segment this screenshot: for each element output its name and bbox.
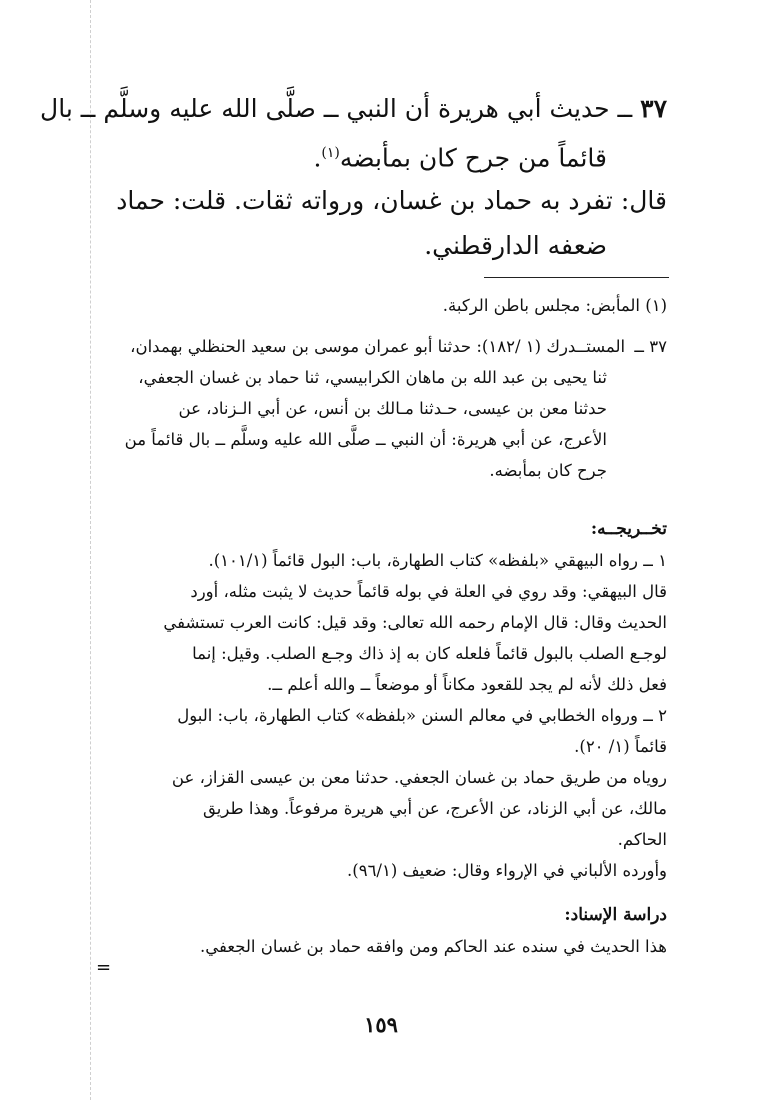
takhrij-line-10: الحاكم. xyxy=(617,830,667,849)
takhrij-line-6: ٢ ــ ورواه الخطابي في معالم السنن «بلفظه» كتاب الطهارة، باب: البول xyxy=(177,706,667,725)
takhrij-line-9: مالك، عن أبي الزناد، عن الأعرج، عن أبي هريرة مرفوعاً. وهذا طريق xyxy=(203,799,667,818)
hadith-line-2-end: . xyxy=(313,143,322,173)
source-label: ٣٧ ــ xyxy=(634,337,667,356)
source-line-1-text: المستــدرك (١ /١٨٢): حدثنا أبو عمران موسى بن سعيد الحنظلي بهمدان، xyxy=(130,337,626,356)
takhrij-line-11: وأورده الألباني في الإرواء وقال: ضعيف (٩٦/١). xyxy=(347,861,667,880)
source-line-3: حدثنا معن بن عيسى، حـدثنا مـالك بن أنس، عن أبي الـزناد، عن xyxy=(178,399,607,418)
takhrij-heading: تخــريجــه: xyxy=(590,519,667,539)
isnad-line: هذا الحديث في سنده عند الحاكم ومن وافقه حماد بن غسان الجعفي. xyxy=(199,937,667,956)
ruling-line-1: قال: تفرد به حماد بن غسان، ورواته ثقات. قلت: حماد xyxy=(116,186,667,215)
hadith-line-2-text: قائماً من جرح كان بمأبضه xyxy=(339,143,607,173)
isnad-heading: دراسة الإسناد: xyxy=(564,905,667,925)
source-line-1 xyxy=(110,331,667,362)
page-number: ١٥٩ xyxy=(364,1012,398,1037)
takhrij-line-8: روياه من طريق حماد بن غسان الجعفي. حدثنا معن بن عيسى القزاز، عن xyxy=(171,768,667,787)
takhrij-line-4: لوجـع الصلب بالبول قائماً فلعله كان به إذ ذاك وجـع الصلب. وقيل: إنما xyxy=(192,644,667,663)
hadith-text xyxy=(40,86,667,180)
takhrij-line-7: قائماً (١/ ٢٠). xyxy=(574,737,667,756)
source-line-4: الأعرج، عن أبي هريرة: أن النبي ــ صلَّى الله عليه وسلَّم ــ بال قائماً من xyxy=(124,430,607,449)
hadith-line-1-text: ــ حديث أبي هريرة أن النبي ــ صلَّى الله عليه وسلَّم ــ بال xyxy=(40,94,633,123)
hadith-number: ٣٧ xyxy=(640,94,667,123)
page-edge xyxy=(90,0,91,1100)
footnote-separator xyxy=(484,277,669,278)
footnote-1: (١) المأبض: مجلس باطن الركبة. xyxy=(442,296,667,315)
source-line-2: ثنا يحيى بن عبد الله بن ماهان الكرابيسي، ثنا حماد بن غسان الجعفي، xyxy=(138,368,607,387)
notes-section xyxy=(110,290,667,962)
source-line-5: جرح كان بمأبضه. xyxy=(489,461,607,480)
takhrij-line-1: ١ ــ رواه البيهقي «بلفظه» كتاب الطهارة، باب: البول قائماً (١٠١/١). xyxy=(208,551,667,570)
takhrij-line-2: قال البيهقي: وقد روي في العلة في بوله قائماً حديث لا يثبت مثله، أورد xyxy=(190,582,667,601)
hadith-line-1 xyxy=(40,86,667,131)
footnote-ref: (١) xyxy=(321,145,340,161)
takhrij-line-5: فعل ذلك لأنه لم يجد للقعود مكاناً أو موضعاً ــ والله أعلم ــ. xyxy=(267,675,667,694)
continuation-mark: = xyxy=(96,957,112,978)
ruling-text xyxy=(110,178,667,268)
ruling-line-2: ضعفه الدارقطني. xyxy=(424,231,607,260)
hadith-line-2 xyxy=(110,131,607,180)
takhrij-line-3: الحديث وقال: قال الإمام رحمه الله تعالى: وقد قيل: كانت العرب تستشفي xyxy=(163,613,667,632)
